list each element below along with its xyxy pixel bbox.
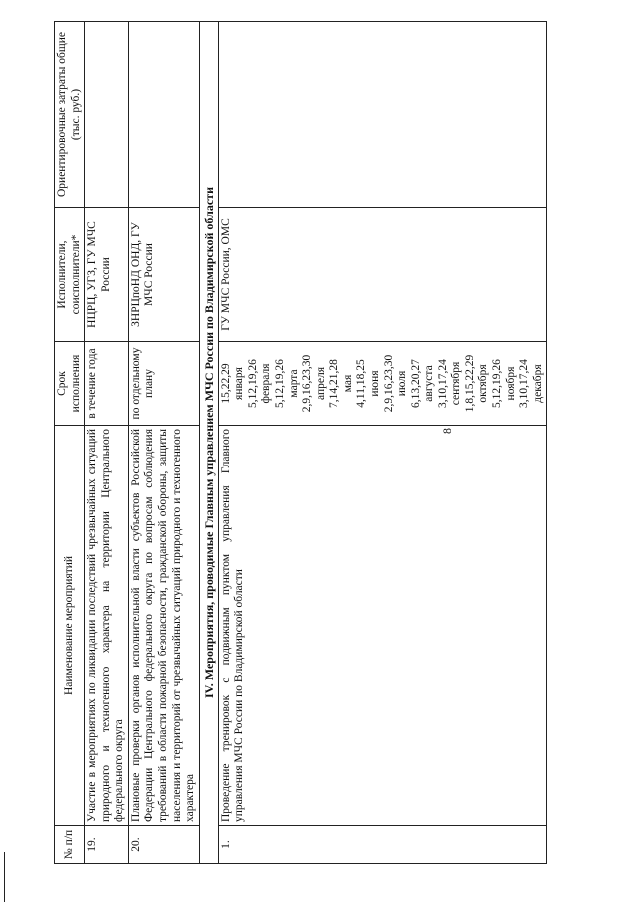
schedule-month: августа [423,365,436,402]
schedule-days: 2,9,16,23,30 [301,354,314,413]
schedule-days: 6,13,20,27 [409,359,422,408]
schedule-days: 5,12,19,26 [274,359,287,408]
schedule-month: мая [341,374,354,393]
table-row [128,22,199,864]
schedule-month: октября [477,364,490,403]
header-executors: Исполнители, соисполнители* [55,208,85,342]
table-row [85,22,129,864]
schedule-days: 5,12,19,26 [491,359,504,408]
header-num: № п/п [55,826,85,864]
schedule-month: ноября [504,366,517,401]
schedule-month: марта [287,369,300,398]
schedule-days: 5,12,19,26 [246,359,259,408]
row-name: Проведение тренировок с подвижным пунктом управления Главного управления МЧС России по Владимирской области [218,426,547,826]
header-term: Срок исполнения [55,342,85,426]
schedule-month: июня [368,370,381,397]
schedule-days: 1,8,15,22,29 [463,354,476,413]
row-num: 1. [218,826,547,864]
schedule-days: 3,10,17,24 [518,359,531,408]
row-num: 19. [85,826,129,864]
rotated-content [36,10,616,880]
row-cost [85,22,129,208]
row-num: 20. [128,826,199,864]
row-executors: НЦРЦ, УГЗ, ГУ МЧС России [85,208,129,342]
schedule-days: 15,22,29 [219,363,232,404]
table-header-row [55,22,85,864]
page-number: 8 [440,428,454,434]
schedule-days: 3,10,17,24 [436,359,449,408]
row-term: в течение года [85,342,129,426]
row-cost [218,22,547,208]
schedule-month: апреля [314,367,327,400]
plan-table [54,21,547,864]
schedule-month: сентября [450,361,463,406]
schedule-days: 4,11,18,25 [355,359,368,408]
section-title: IV. Мероприятия, проводимые Главным управлением МЧС России по Владимирской области [199,22,218,864]
row-executors: ЗНРЦпоНД ОНД, ГУ МЧС России [128,208,199,342]
schedule-month: декабря [531,364,544,403]
schedule-month: февраля [260,363,273,404]
header-name: Наименование мероприятий [55,426,85,826]
schedule-month: января [233,367,246,400]
row-executors: ГУ МЧС России, ОМС [218,208,547,342]
header-cost: Ориентировочные затраты общие (тыс. руб.) [55,22,85,208]
table-row [218,22,547,864]
row-name: Участие в мероприятиях по ликвидации последствий чрезвычайных ситуаций природного и техногенного характера на территории Центрального федерального округа [85,426,129,826]
section-row [199,22,218,864]
row-cost [128,22,199,208]
row-term: по отдельному плану [128,342,199,426]
margin-mark [4,852,5,902]
row-name: Плановые проверки органов исполнительной власти субъектов Российской Федерации Центрального федерального округа по вопросам соблюдения требований в области пожарной безопасности, гражданской обороны, защиты населения и территорий от чрезвычайных ситуаций природного и техногенного характера [128,426,199,826]
schedule-days: 2,9,16,23,30 [382,354,395,413]
schedule-days: 7,14,21,28 [328,359,341,408]
schedule-month: июля [396,370,409,397]
row-schedule [218,342,547,426]
